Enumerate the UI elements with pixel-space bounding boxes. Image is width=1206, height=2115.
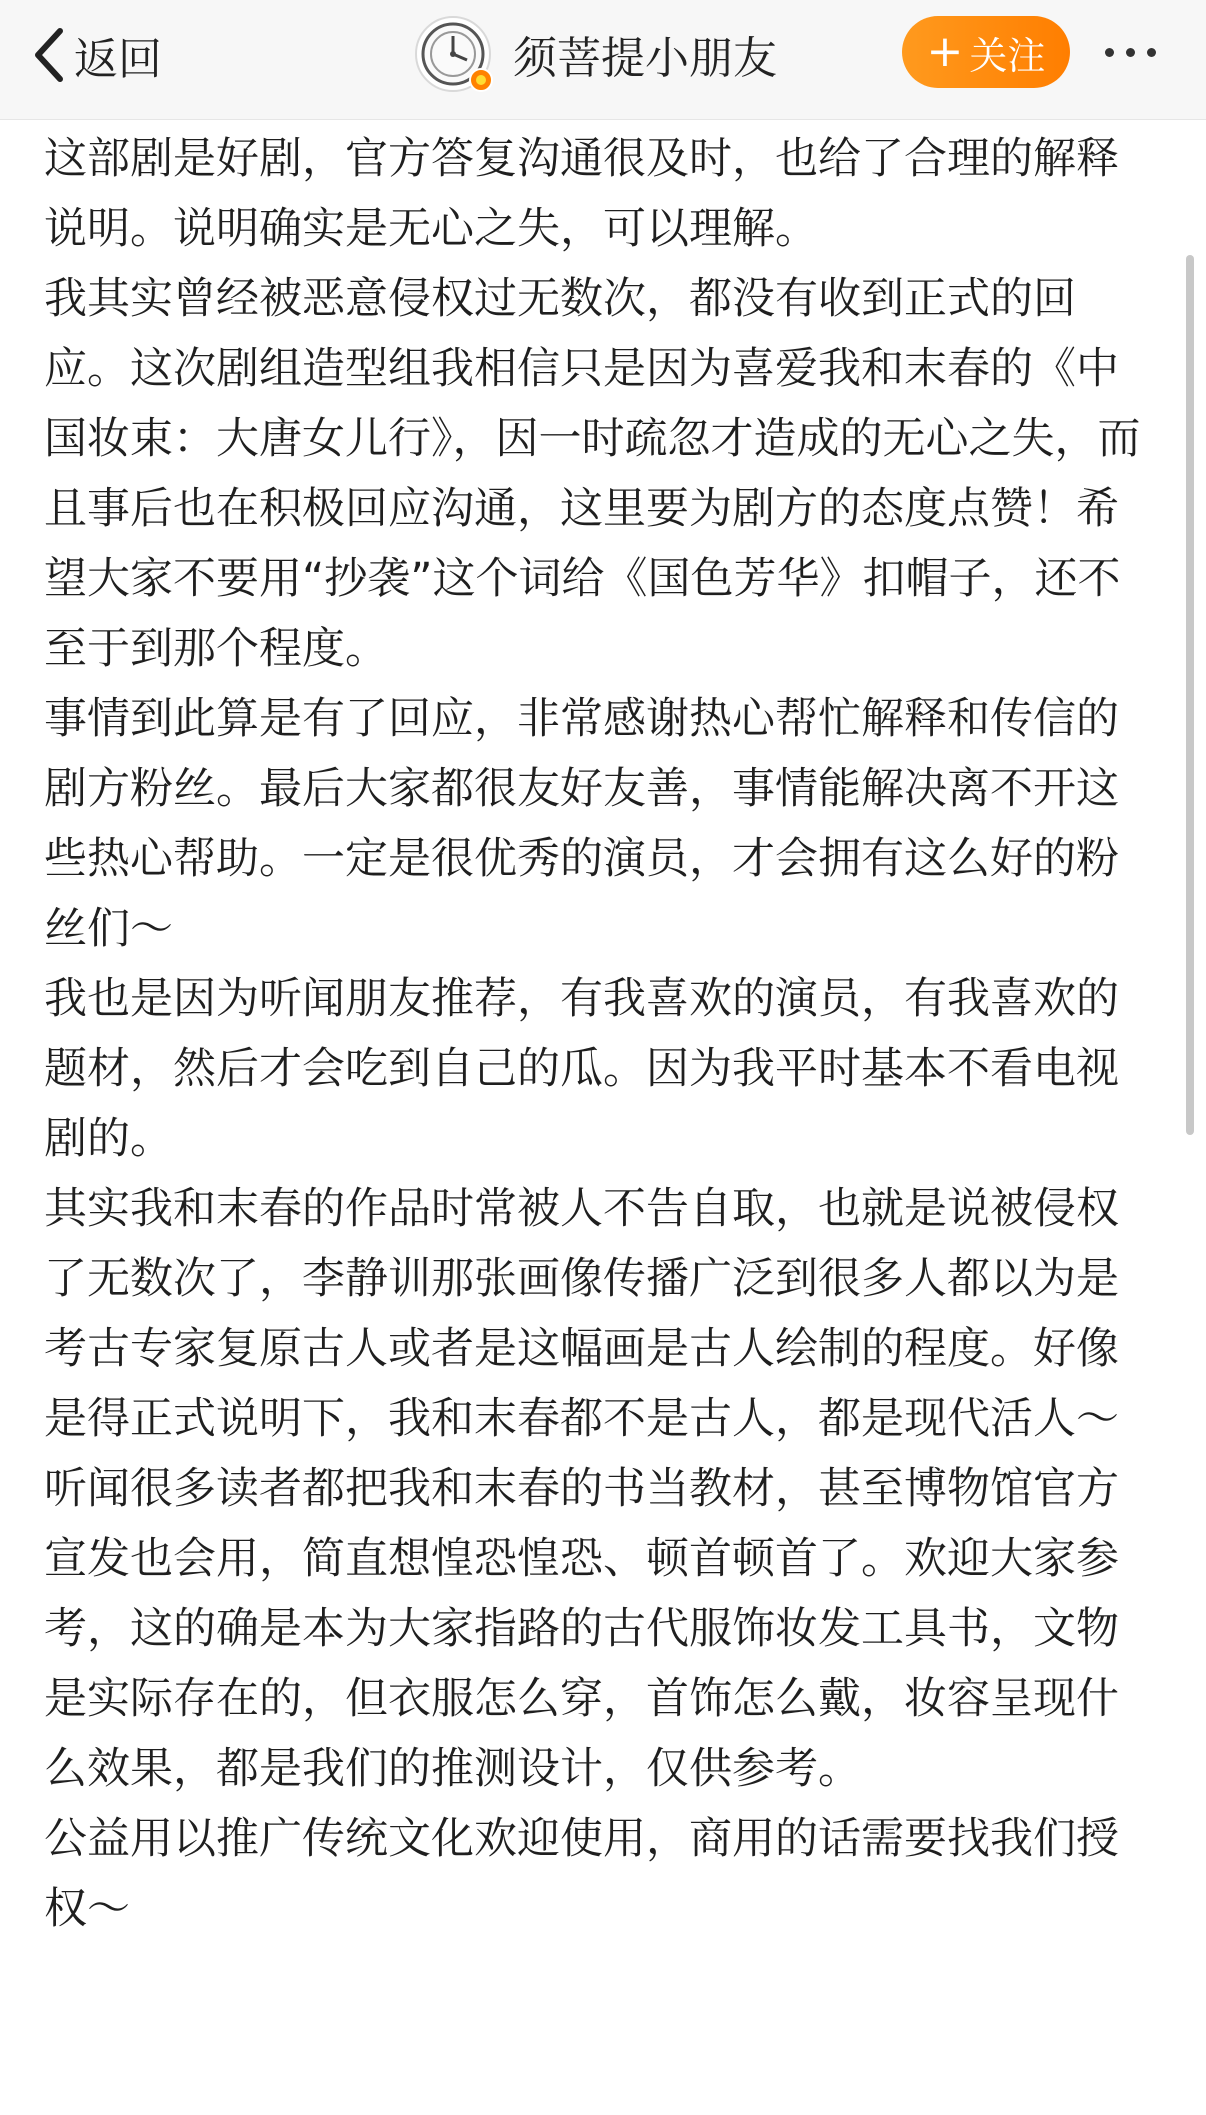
back-button[interactable] — [30, 20, 162, 90]
follow-label: 关注 — [969, 33, 1046, 78]
top-nav-bar — [0, 0, 1206, 120]
follow-button[interactable] — [902, 16, 1070, 88]
scrollbar[interactable] — [1186, 255, 1194, 1135]
plus-icon: + — [926, 26, 964, 77]
post-paragraph: 其实我和末春的作品时常被人不告自取，也就是说被侵权了无数次了，李静训那张画像传播广泛到很多人都以为是考古专家复原古人或者是这幅画是古人绘制的程度。好像是得正式说明下，我和末春都不是古人，都是现代活人～ — [44, 1184, 1119, 1444]
post-paragraph: 公益用以推广传统文化欢迎使用，商用的话需要找我们授权～ — [44, 1814, 1119, 1934]
post-paragraph: 听闻很多读者都把我和末春的书当教材，甚至博物馆官方宣发也会用，简直想惶恐惶恐、顿首顿首了。欢迎大家参考，这的确是本为大家指路的古代服饰妆发工具书，文物是实际存在的，但衣服怎么穿，首饰怎么戴，妆容呈现什么效果，都是我们的推测设计，仅供参考。 — [44, 1464, 1119, 1794]
post-body — [44, 124, 1144, 1944]
verified-badge-icon — [469, 68, 493, 92]
dot — [1147, 48, 1156, 57]
back-label: 返回 — [74, 34, 162, 85]
more-dots-icon[interactable] — [1090, 30, 1170, 74]
post-paragraph: 事情到此算是有了回应，非常感谢热心帮忙解释和传信的剧方粉丝。最后大家都很友好友善，事情能解决离不开这些热心帮助。一定是很优秀的演员，才会拥有这么好的粉丝们～ — [44, 694, 1119, 954]
chevron-left-icon — [30, 25, 66, 85]
post-paragraph: 我也是因为听闻朋友推荐，有我喜欢的演员，有我喜欢的题材，然后才会吃到自己的瓜。因为我平时基本不看电视剧的。 — [44, 974, 1119, 1164]
avatar[interactable] — [415, 16, 491, 92]
dot — [1126, 48, 1135, 57]
dot — [1105, 48, 1114, 57]
post-paragraph: 我其实曾经被恶意侵权过无数次，都没有收到正式的回应。这次剧组造型组我相信只是因为喜爱我和末春的《中国妆束：大唐女儿行》，因一时疏忽才造成的无心之失，而且事后也在积极回应沟通，这里要为剧方的态度点赞！希望大家不要用“抄袭”这个词给《国色芳华》扣帽子，还不至于到那个程度。 — [44, 274, 1141, 674]
post-paragraph: 这部剧是好剧，官方答复沟通很及时，也给了合理的解释说明。说明确实是无心之失，可以理解。 — [44, 134, 1119, 254]
user-info[interactable] — [415, 14, 777, 94]
username[interactable]: 须菩提小朋友 — [513, 33, 777, 84]
